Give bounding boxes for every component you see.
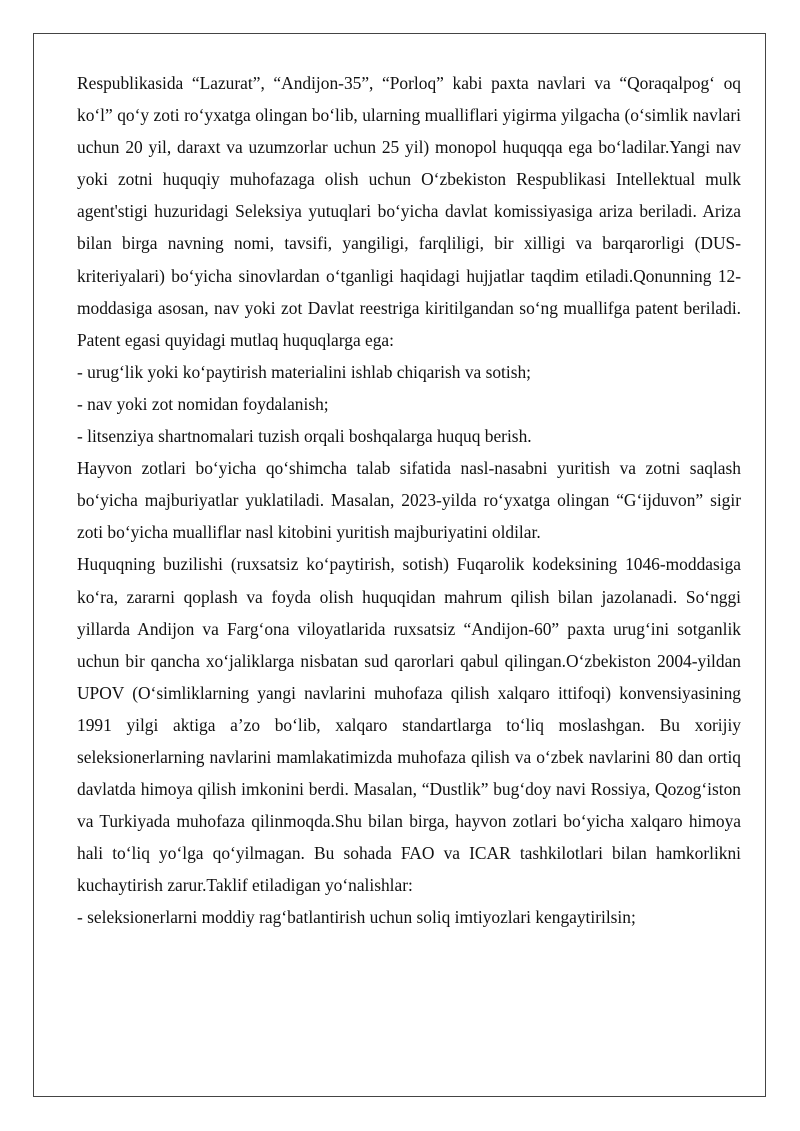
document-body: [77, 67, 741, 934]
paragraph-patent-rights: Respublikasida “Lazurat”, “Andijon-35”, “Porloq” kabi paxta navlari va “Qoraqalpog‘ oq ko‘l” qo‘y zoti ro‘yxatga olingan bo‘lib, ularning mualliflari yigirma yilgacha (o‘simlik navlari uchun 20 yil, daraxt va uzumzorlar uchun 25 yil) monopol huquqqa ega bo‘ladilar.Yangi nav yoki zotni huquqiy muhofazaga olish uchun O‘zbekiston Respublikasi Intellektual mulk agent'stigi huzuridagi Seleksiya yutuqlari bo‘yicha davlat komissiyasiga ariza beriladi. Ariza bilan birga navning nomi, tavsifi, yangiligi, farqliligi, bir xilligi va barqarorligi (DUS-kriteriyalari) bo‘yicha sinovlardan o‘tganligi haqidagi hujjatlar taqdim etiladi.Qonunning 12-moddasiga asosan, nav yoki zot Davlat reestriga kiritilgandan so‘ng muallifga patent beriladi. Patent egasi quyidagi mutlaq huquqlarga ega:: [77, 73, 741, 350]
list-item-name-usage: - nav yoki zot nomidan foydalanish;: [77, 393, 329, 414]
list-item-tax-incentives: - seleksionerlarni moddiy rag‘batlantirish uchun soliq imtiyozlari kengaytirilsin;: [77, 907, 636, 928]
list-item-licensing: - litsenziya shartnomalari tuzish orqali boshqalarga huquq berish.: [77, 426, 532, 447]
paragraph-infringement-upov: Huquqning buzilishi (ruxsatsiz ko‘paytirish, sotish) Fuqarolik kodeksining 1046-moddasiga ko‘ra, zararni qoplash va foyda olish huquqidan mahrum qilish bilan jazolanadi. So‘nggi yillarda Andijon va Farg‘ona viloyatlarida ruxsatsiz “Andijon-60” paxta urug‘ini sotganlik uchun bir qancha xo‘jaliklarga nisbatan sud qarorlari qabul qilingan.O‘zbekiston 2004-yildan UPOV (O‘simliklarning yangi navlarini muhofaza qilish xalqaro ittifoqi) konvensiyasining 1991 yilgi aktiga a’zo bo‘lib, xalqaro standartlarga to‘liq moslashgan. Bu xorijiy seleksionerlarning navlarini mamlakatimizda muhofaza qilish va o‘zbek navlarini 80 dan ortiq davlatda himoya qilish imkonini berdi. Masalan, “Dustlik” bug‘doy navi Rossiya, Qozog‘iston va Turkiyada muhofaza qilinmoqda.Shu bilan birga, hayvon zotlari bo‘yicha xalqaro himoya hali to‘liq yo‘lga qo‘yilmagan. Bu sohada FAO va ICAR tashkilotlari bilan hamkorlikni kuchaytirish zarur.Taklif etiladigan yo‘nalishlar:: [77, 554, 741, 896]
paragraph-breed-obligations: Hayvon zotlari bo‘yicha qo‘shimcha talab sifatida nasl-nasabni yuritish va zotni saqlash bo‘yicha majburiyatlar yuklatiladi. Masalan, 2023-yilda ro‘yxatga olingan “G‘ijduvon” sigir zoti bo‘yicha mualliflar nasl kitobini yuritish majburiyatini oldilar.: [77, 458, 741, 543]
list-item-seed-production: - urug‘lik yoki ko‘paytirish materialini ishlab chiqarish va sotish;: [77, 361, 532, 382]
